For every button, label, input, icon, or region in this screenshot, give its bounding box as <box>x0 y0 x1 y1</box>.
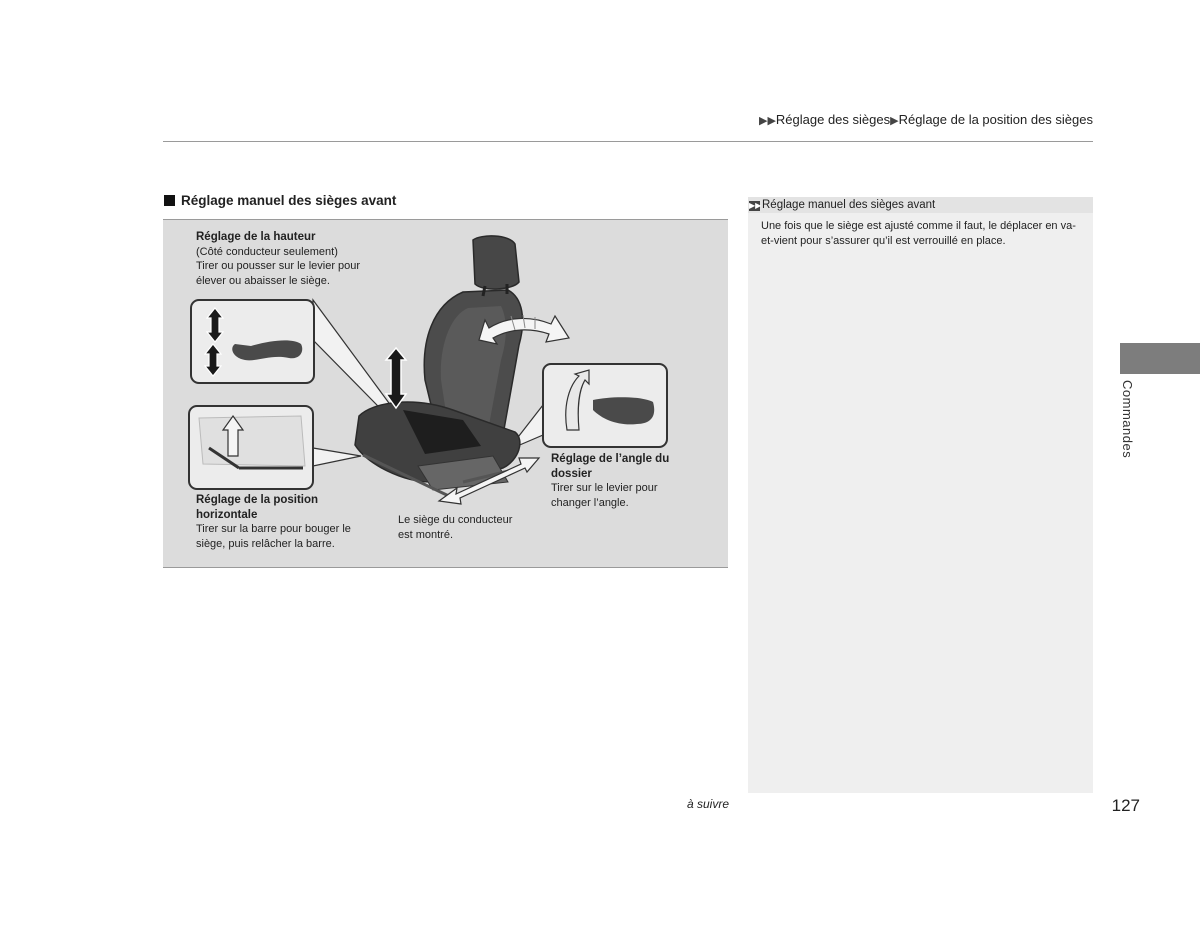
height-caption-title: Réglage de la hauteur <box>196 231 316 243</box>
horizontal-caption <box>196 493 376 551</box>
angle-caption <box>551 452 671 510</box>
page-number: 127 <box>1111 796 1140 815</box>
height-caption <box>196 230 376 288</box>
horizontal-callout-connector <box>313 448 361 466</box>
breadcrumb-item-seat-position[interactable]: Réglage de la position des sièges <box>898 112 1093 127</box>
reference-icon: ▶▶ <box>749 201 762 210</box>
driver-note: Le siège du conducteur est montré. <box>398 514 513 541</box>
breadcrumb-arrow-icon: ▶ <box>890 115 899 127</box>
horizontal-caption-text: Tirer sur la barre pour bouger le siège, puis relâcher la barre. <box>196 523 351 550</box>
height-arrow-icon <box>386 348 406 408</box>
chapter-tab[interactable] <box>1120 343 1200 374</box>
breadcrumb <box>700 112 1093 127</box>
seat-headrest <box>473 236 519 289</box>
section-square-icon <box>164 195 175 206</box>
section-title-text: Réglage manuel des sièges avant <box>181 193 397 208</box>
breadcrumb-arrow-icon: ▶▶ <box>758 115 776 127</box>
side-note-panel <box>748 197 1093 793</box>
side-note-body: Une fois que le siège est ajusté comme il faut, le déplacer en va-et-vient pour s’assurer qu’il est verrouillé en place. <box>761 220 1076 247</box>
breadcrumb-item-seat-adjustment[interactable]: Réglage des sièges <box>775 112 891 127</box>
chapter-tab-label: Commandes <box>1120 380 1135 459</box>
angle-caption-title: Réglage de l’angle du dossier <box>551 453 670 480</box>
angle-caption-text: Tirer sur le levier pour changer l’angle. <box>551 482 658 509</box>
header-divider <box>163 141 1093 142</box>
horizontal-caption-title: Réglage de la position horizontale <box>196 494 319 521</box>
seat-illustration <box>163 219 728 568</box>
continued-note: à suivre <box>686 797 729 811</box>
height-caption-text: (Côté conducteur seulement) Tirer ou pousser sur le levier pour élever ou abaisser le siège. <box>196 245 361 287</box>
side-note-heading-text: Réglage manuel des sièges avant <box>762 199 936 211</box>
side-note-heading <box>748 197 1093 213</box>
section-title <box>164 193 396 208</box>
